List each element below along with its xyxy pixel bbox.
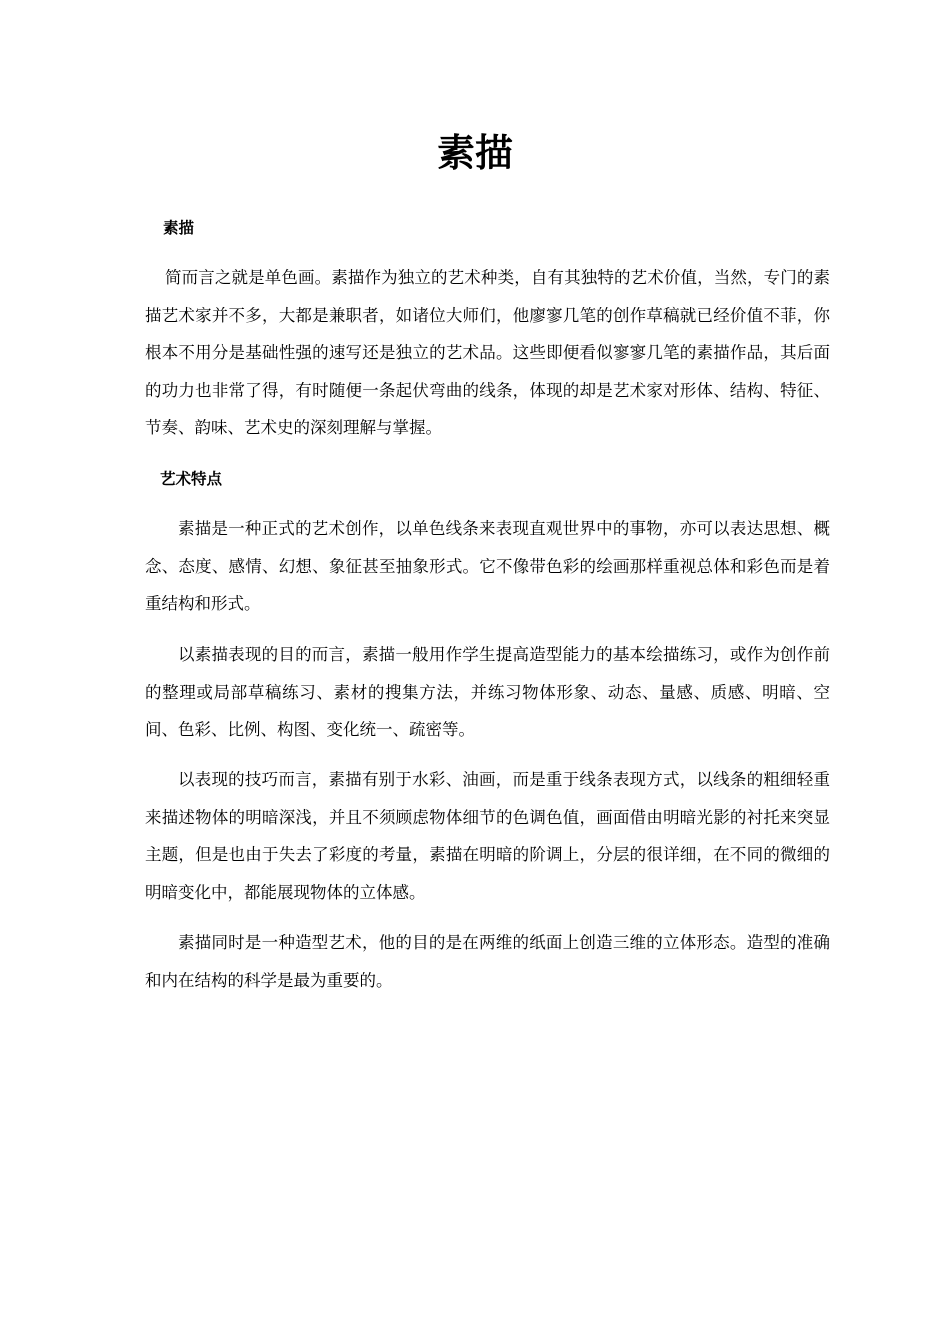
section-heading-sumiao: 素描 [163, 219, 195, 237]
paragraph-definition: 简而言之就是单色画。素描作为独立的艺术种类，自有其独特的艺术价值，当然，专门的素描艺术家并不多，大都是兼职者，如诸位大师们，他廖寥几笔的创作草稿就已经价值不菲，你根本不用分是基础性强的速写还是独立的艺术品。这些即便看似寥寥几笔的素描作品，其后面的功力也非常了得，有时随便一条起伏弯曲的线条，体现的却是艺术家对形体、结构、特征、节奏、韵味、艺术史的深刻理解与掌握。 [145, 268, 830, 437]
paragraph-purpose: 以素描表现的目的而言，素描一般用作学生提高造型能力的基本绘描练习，或作为创作前的整理或局部草稿练习、素材的搜集方法，并练习物体形象、动态、量感、质感、明暗、空间、色彩、比例、构图、变化统一、疏密等。 [145, 645, 830, 739]
paragraph-technique: 以表现的技巧而言，素描有别于水彩、油画，而是重于线条表现方式，以线条的粗细轻重来描述物体的明暗深浅，并且不须顾虑物体细节的色调色值，画面借由明暗光影的衬托来突显主题，但是也由于失去了彩度的考量，素描在明暗的阶调上，分层的很详细，在不同的微细的明暗变化中，都能展现物体的立体感。 [145, 770, 830, 902]
document-title: 素描 [436, 131, 513, 175]
paragraph-art-form: 素描是一种正式的艺术创作，以单色线条来表现直观世界中的事物，亦可以表达思想、概念、态度、感情、幻想、象征甚至抽象形式。它不像带色彩的绘画那样重视总体和彩色而是着重结构和形式。 [145, 519, 830, 613]
paragraph-modeling: 素描同时是一种造型艺术，他的目的是在两维的纸面上创造三维的立体形态。造型的准确和内在结构的科学是最为重要的。 [145, 933, 830, 990]
section-heading-art-features: 艺术特点 [160, 470, 223, 488]
